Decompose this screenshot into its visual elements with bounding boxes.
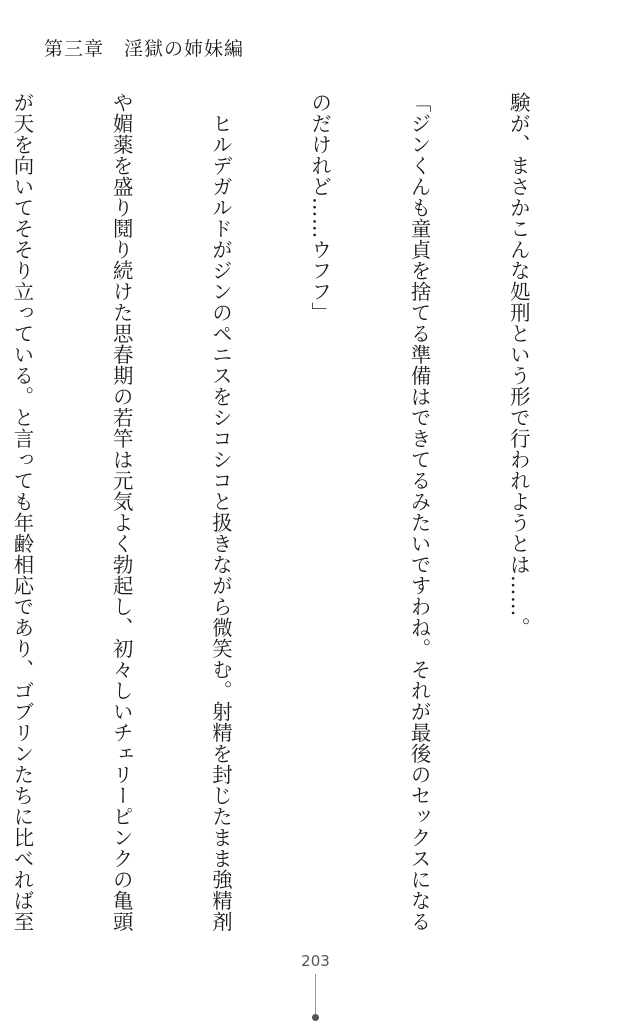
body-text (0, 92, 601, 992)
text-line: 験が、まさかこんな処刑という形で行われようとは……。 (506, 92, 531, 638)
running-head: 第三章 淫獄の姉妹編 (44, 38, 245, 60)
page-marker-dot (312, 1014, 319, 1021)
page-number: 203 (301, 952, 330, 970)
text-line: ヒルデガルドがジンのペニスをシコシコと扱きながら微笑む。射精を封じたまま強精剤 (208, 92, 233, 932)
text-line: 「ジンくんも童貞を捨てる準備はできてるみたいですわね。それが最後のセックスになる (407, 92, 432, 932)
text-line: が天を向いてそそり立っている。と言っても年齢相応であり、ゴブリンたちに比べれば至 (10, 92, 35, 932)
page-marker-line (315, 974, 316, 1016)
text-line: のだけれど……ウフフ」 (308, 92, 333, 323)
text-line: や媚薬を盛り鬩り続けた思春期の若竿は元気よく勃起し、初々しいチェリーピンクの亀頭 (109, 92, 134, 932)
